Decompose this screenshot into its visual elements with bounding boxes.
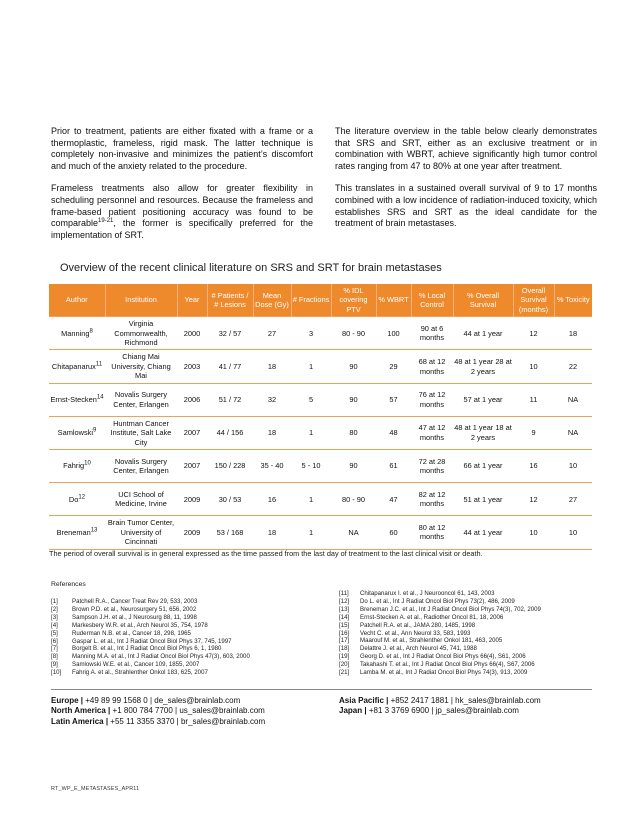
contact-details: +81 3 3769 6900 | jp_sales@brainlab.com — [366, 706, 519, 716]
reference-item — [51, 598, 250, 606]
local-cell: 72 at 28 months — [411, 449, 453, 482]
wbrt-cell: 48 — [376, 416, 411, 449]
reference-item — [339, 669, 541, 677]
contact-region: Japan | — [339, 706, 367, 716]
column-header: # Patients / # Lesions — [207, 284, 253, 317]
year-cell: 2003 — [177, 350, 207, 383]
reference-number: [3] — [51, 613, 58, 621]
reference-number: [15] — [339, 621, 350, 629]
local-cell: 90 at 6 months — [411, 317, 453, 350]
dose-cell: 35 - 40 — [253, 449, 291, 482]
column-header: # Fractions — [291, 284, 331, 317]
reference-text: Patchell R.A. et al., JAMA 280, 1485, 1998 — [360, 621, 476, 629]
reference-number: [19] — [339, 653, 350, 661]
reference-item — [51, 606, 250, 614]
reference-number: [16] — [339, 629, 350, 637]
toxicity-cell: 27 — [554, 483, 592, 516]
local-cell: 82 at 12 months — [411, 483, 453, 516]
contact-right — [339, 696, 541, 717]
overall-cell: 57 at 1 year — [453, 383, 513, 416]
table-title: Overview of the recent clinical literature on SRS and SRT for brain metastases — [60, 262, 442, 274]
fractions-cell: 1 — [291, 416, 331, 449]
contact-line — [51, 706, 265, 716]
dose-cell: 27 — [253, 317, 291, 350]
table-row — [49, 383, 592, 416]
patients-cell: 41 / 77 — [207, 350, 253, 383]
reference-text: Takahashi T. et al., Int J Radiat Oncol Biol Phys 66(4), S67, 2006 — [360, 661, 535, 669]
citation-superscript: 19-21 — [98, 218, 114, 225]
patients-cell: 53 / 168 — [207, 516, 253, 549]
author-cell — [49, 416, 105, 449]
author-ref: 8 — [89, 328, 93, 335]
contact-line — [51, 696, 265, 706]
fractions-cell: 1 — [291, 483, 331, 516]
idl-cell: 90 — [331, 350, 376, 383]
idl-cell: 80 - 90 — [331, 483, 376, 516]
fractions-cell: 5 — [291, 383, 331, 416]
dose-cell: 32 — [253, 383, 291, 416]
fractions-cell: 1 — [291, 516, 331, 549]
fractions-cell: 1 — [291, 350, 331, 383]
intro-paragraph-3: The literature overview in the table below clearly demonstrates that SRS and SRT, either as an exclusive treatment or in combination with WBRT, achieve significantly high tumor control rates ranging from 47 to 80% at one year after treatment. — [335, 126, 597, 171]
year-cell: 2006 — [177, 383, 207, 416]
reference-text: Do L. et al., Int J Radiat Oncol Biol Phys 73(2), 486, 2009 — [360, 597, 515, 605]
reference-text: Georg D. et al., Int J Radiat Oncol Biol Phys 66(4), S61, 2006 — [360, 653, 526, 661]
patients-cell: 51 / 72 — [207, 383, 253, 416]
idl-cell: 80 - 90 — [331, 317, 376, 350]
reference-number: [13] — [339, 605, 350, 613]
column-header: Year — [177, 284, 207, 317]
year-cell: 2009 — [177, 516, 207, 549]
contact-left — [51, 696, 265, 727]
table-row — [49, 317, 592, 350]
local-cell: 80 at 12 months — [411, 516, 453, 549]
overall-cell: 66 at 1 year — [453, 449, 513, 482]
author-ref: 12 — [78, 494, 86, 501]
overall-cell: 51 at 1 year — [453, 483, 513, 516]
contact-line — [339, 696, 541, 706]
reference-number: [21] — [339, 669, 350, 677]
months-cell: 10 — [513, 516, 554, 549]
author-cell — [49, 317, 105, 350]
reference-number: [6] — [51, 637, 58, 645]
months-cell: 16 — [513, 449, 554, 482]
column-header: % WBRT — [376, 284, 411, 317]
reference-text: Lamba M. et al., Int J Radiat Oncol Biol Phys 74(3), 913, 2009 — [360, 669, 528, 677]
author-cell — [49, 449, 105, 482]
reference-text: Patchell R.A., Cancer Treat Rev 29, 533, 2003 — [72, 598, 198, 605]
wbrt-cell: 60 — [376, 516, 411, 549]
toxicity-cell: 10 — [554, 516, 592, 549]
patients-cell: 30 / 53 — [207, 483, 253, 516]
column-header: Institution — [105, 284, 177, 317]
reference-item — [339, 598, 541, 606]
author-ref: 11 — [95, 361, 103, 368]
reference-text: Fahrig A. et al., Strahlenther Onkol 183, 625, 2007 — [72, 669, 208, 677]
contact-details: +1 800 784 7700 | us_sales@brainlab.com — [110, 706, 265, 716]
contact-line — [339, 706, 541, 716]
patients-cell: 32 / 57 — [207, 317, 253, 350]
intro-paragraph-2: Frameless treatments also allow for greater flexibility in scheduling personnel and resources. Because the frameless and frame-based patient positioning accuracy was found to be comparable$^{19-21}$, the former is specifically preferred for the implementation of SRT. — [51, 183, 313, 240]
reference-number: [17] — [339, 637, 350, 645]
document-id: RT_WP_E_METASTASES_APR11 — [51, 786, 140, 792]
reference-number: [14] — [339, 613, 350, 621]
fractions-cell: 5 - 10 — [291, 449, 331, 482]
literature-table — [49, 284, 592, 550]
idl-cell: NA — [331, 516, 376, 549]
author-name: Manning — [61, 328, 90, 338]
year-cell: 2000 — [177, 317, 207, 350]
reference-number: [2] — [51, 605, 58, 613]
wbrt-cell: 57 — [376, 383, 411, 416]
reference-number: [20] — [339, 661, 350, 669]
author-ref: 14 — [96, 394, 104, 401]
institution-cell: Virginia Commonwealth, Richmond — [105, 317, 177, 350]
local-cell: 68 at 12 months — [411, 350, 453, 383]
reference-number: [7] — [51, 645, 58, 653]
reference-item — [339, 661, 541, 669]
reference-item — [51, 645, 250, 653]
contact-region: Europe | — [51, 696, 84, 705]
reference-text: Gaspar L. et al., Int J Radiat Oncol Biol Phys 37, 745, 1997 — [72, 637, 232, 645]
year-cell: 2009 — [177, 483, 207, 516]
toxicity-cell: NA — [554, 416, 592, 449]
reference-item — [339, 606, 541, 614]
author-name: Samlowski — [57, 428, 93, 438]
table-row — [49, 449, 592, 482]
months-cell: 12 — [513, 483, 554, 516]
idl-cell: 80 — [331, 416, 376, 449]
reference-text: Maarouf M. et al., Strahlenther Onkol 181, 463, 2005 — [360, 637, 503, 645]
reference-item — [339, 653, 541, 661]
column-header: % Overall Survival — [453, 284, 513, 317]
reference-number: [8] — [51, 653, 58, 661]
toxicity-cell: 10 — [554, 449, 592, 482]
column-header: % IDL covering PTV — [331, 284, 376, 317]
patients-cell: 150 / 228 — [207, 449, 253, 482]
reference-item — [339, 637, 541, 645]
dose-cell: 18 — [253, 516, 291, 549]
reference-item — [339, 614, 541, 622]
intro-paragraph-1: Prior to treatment, patients are either fixated with a frame or a thermoplastic, frameless, rigid mask. The latter technique is completely non-invasive and minimizes the patient’s discomfort and much of the anxiety related to the procedure. — [51, 126, 313, 171]
table-header-row — [49, 284, 592, 317]
overall-cell: 48 at 1 year 28 at 2 years — [453, 350, 513, 383]
wbrt-cell: 29 — [376, 350, 411, 383]
institution-cell: Novalis Surgery Center, Erlangen — [105, 449, 177, 482]
overall-cell: 44 at 1 year — [453, 516, 513, 549]
reference-number: [12] — [339, 597, 350, 605]
months-cell: 9 — [513, 416, 554, 449]
local-cell: 47 at 12 months — [411, 416, 453, 449]
reference-number: [5] — [51, 629, 58, 637]
year-cell: 2007 — [177, 416, 207, 449]
toxicity-cell: 18 — [554, 317, 592, 350]
patients-cell: 44 / 156 — [207, 416, 253, 449]
column-header: Mean Dose (Gy) — [253, 284, 291, 317]
institution-cell: Novalis Surgery Center, Erlangen — [105, 383, 177, 416]
months-cell: 12 — [513, 317, 554, 350]
contact-line — [51, 717, 265, 727]
wbrt-cell: 47 — [376, 483, 411, 516]
toxicity-cell: 22 — [554, 350, 592, 383]
institution-cell: Chiang Mai University, Chiang Mai — [105, 350, 177, 383]
reference-text: Delattre J. et al., Arch Neurol 45, 741, 1988 — [360, 645, 477, 653]
intro-left-column — [51, 126, 313, 252]
institution-cell: UCI School of Medicine, Irvine — [105, 483, 177, 516]
overall-cell: 44 at 1 year — [453, 317, 513, 350]
reference-number: [9] — [51, 661, 58, 669]
reference-number: [1] — [51, 598, 58, 605]
reference-text: Borgelt B. et al., Int J Radiat Oncol Biol Phys 6, 1, 1980 — [72, 645, 222, 653]
toxicity-cell: NA — [554, 383, 592, 416]
column-header: Overall Survival (months) — [513, 284, 554, 317]
reference-item — [339, 645, 541, 653]
dose-cell: 18 — [253, 350, 291, 383]
author-name: Ernst-Stecken — [50, 394, 97, 404]
reference-text: Markesbery W.R. et al., Arch Neurol 35, 754, 1978 — [72, 621, 208, 629]
year-cell: 2007 — [177, 449, 207, 482]
column-header: Author — [49, 284, 105, 317]
reference-text: Sampson J.H. et al., J Neurosurg 88, 11, 1998 — [72, 613, 197, 621]
dose-cell: 18 — [253, 416, 291, 449]
reference-text: Chitapanarux I. et al., J Neurooncol 61, 143, 2003 — [360, 590, 495, 597]
months-cell: 11 — [513, 383, 554, 416]
contact-region: Latin America | — [51, 716, 109, 726]
author-cell — [49, 350, 105, 383]
reference-item — [51, 638, 250, 646]
reference-item — [51, 653, 250, 661]
footer-divider — [51, 689, 592, 690]
wbrt-cell: 61 — [376, 449, 411, 482]
reference-number: [4] — [51, 621, 58, 629]
reference-item — [339, 630, 541, 638]
reference-text: Manning M.A. et al., Int J Radiat Oncol Biol Phys 47(3), 603, 2000 — [72, 653, 250, 661]
contact-details: +852 2417 1881 | hk_sales@brainlab.com — [388, 696, 541, 705]
reference-number: [11] — [339, 590, 349, 597]
table-footnote: The period of overall survival is in general expressed as the time passed from the last day of treatment to the last clinical visit or death. — [49, 549, 483, 558]
reference-item — [339, 590, 541, 598]
reference-item — [339, 622, 541, 630]
idl-cell: 90 — [331, 449, 376, 482]
institution-cell: Huntman Cancer Institute, Salt Lake City — [105, 416, 177, 449]
author-cell — [49, 483, 105, 516]
table-row — [49, 483, 592, 516]
reference-number: [18] — [339, 645, 350, 653]
intro-paragraph-4: This translates in a sustained overall survival of 9 to 17 months combined with a low incidence of radiation-induced toxicity, which establishes SRS and SRT as the ideal candidate for the treatment of brain metastases. — [335, 183, 597, 229]
author-ref: 13 — [90, 527, 98, 534]
reference-item — [51, 669, 250, 677]
overall-cell: 48 at 1 year 18 at 2 years — [453, 416, 513, 449]
reference-number: [10] — [51, 669, 62, 677]
author-ref: 9 — [92, 427, 97, 434]
reference-item — [51, 622, 250, 630]
author-ref: 10 — [84, 460, 91, 467]
author-cell — [49, 516, 105, 549]
contact-details: +49 89 99 1568 0 | de_sales@brainlab.com — [83, 696, 241, 705]
references-left-list — [51, 598, 250, 677]
reference-text: Vecht C. et al., Ann Neurol 33, 583, 1993 — [360, 629, 471, 637]
contact-region: Asia Pacific | — [339, 696, 389, 705]
table-row — [49, 416, 592, 449]
reference-item — [51, 630, 250, 638]
reference-item — [51, 614, 250, 622]
author-name: Chitapanarux — [51, 361, 96, 371]
references-title: References — [51, 581, 86, 588]
reference-text: Breneman J.C. et al., Int J Radiat Oncol Biol Phys 74(3), 702, 2009 — [360, 605, 541, 613]
contact-region: North America | — [51, 706, 111, 716]
column-header: % Toxicity — [554, 284, 592, 317]
reference-text: Samlowski W.E. et al., Cancer 109, 1855, 2007 — [72, 661, 200, 669]
reference-text: Ernst-Stecken A. et al., Radiother Oncol 81, 18, 2006 — [360, 613, 504, 621]
author-name: Do — [68, 494, 79, 504]
author-cell — [49, 383, 105, 416]
fractions-cell: 3 — [291, 317, 331, 350]
author-name: Fahrig — [63, 461, 85, 471]
reference-text: Brown P.D. et al., Neurosurgery 51, 656, 2002 — [72, 605, 197, 613]
dose-cell: 16 — [253, 483, 291, 516]
references-right-list — [339, 590, 541, 677]
table-body — [49, 317, 592, 549]
institution-cell: Brain Tumor Center, University of Cincinnati — [105, 516, 177, 549]
table-row — [49, 350, 592, 383]
wbrt-cell: 100 — [376, 317, 411, 350]
reference-text: Ruderman N.B. et al., Cancer 18, 298, 1965 — [72, 629, 191, 637]
author-name: Breneman — [56, 527, 91, 537]
contact-details: +55 11 3355 3370 | br_sales@brainlab.com — [108, 716, 266, 726]
idl-cell: 90 — [331, 383, 376, 416]
reference-item — [51, 661, 250, 669]
local-cell: 76 at 12 months — [411, 383, 453, 416]
column-header: % Local Control — [411, 284, 453, 317]
table-row — [49, 516, 592, 549]
intro-right-column — [335, 126, 597, 241]
months-cell: 10 — [513, 350, 554, 383]
